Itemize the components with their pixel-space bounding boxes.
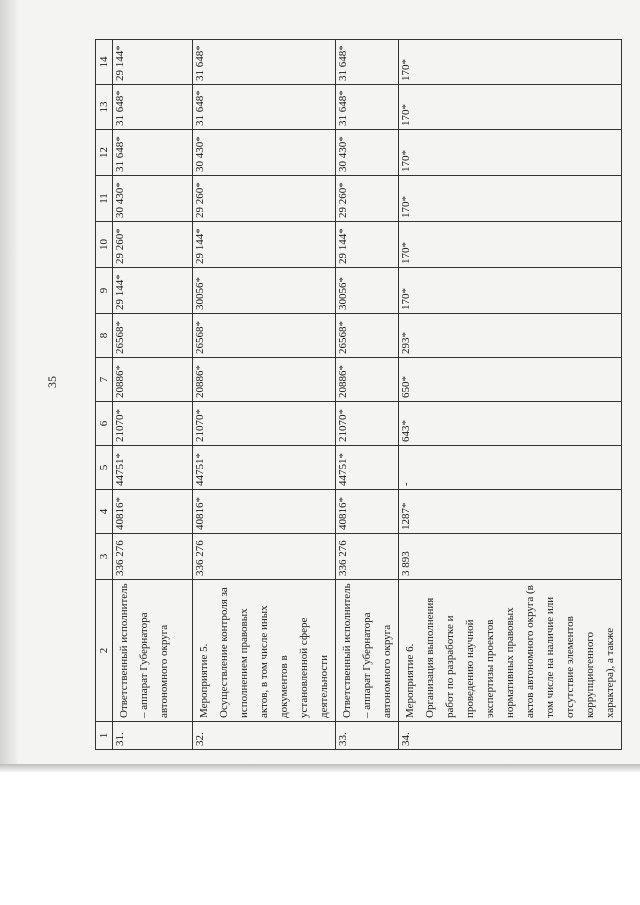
value-cell: 336 276 <box>113 534 193 580</box>
value-cell: 31 648* <box>336 40 399 85</box>
header-cell: 5 <box>96 446 113 490</box>
value-cell: 650* <box>399 358 622 402</box>
header-cell: 8 <box>96 314 113 358</box>
value-cell: 29 260* <box>336 176 399 222</box>
value-cell: 21070* <box>336 402 399 446</box>
header-cell: 11 <box>96 176 113 222</box>
value-cell: 31 648* <box>113 85 193 130</box>
value-cell: 643* <box>399 402 622 446</box>
value-cell: 44751* <box>113 446 193 490</box>
value-cell: 30056* <box>193 268 336 314</box>
value-cell: 21070* <box>193 402 336 446</box>
table-row <box>113 40 193 750</box>
value-cell: 31 648* <box>193 85 336 130</box>
value-cell: 170* <box>399 40 622 85</box>
value-cell: 30 430* <box>336 130 399 176</box>
header-cell: 4 <box>96 490 113 534</box>
header-cell: 7 <box>96 358 113 402</box>
value-cell: 40816* <box>336 490 399 534</box>
header-cell: 10 <box>96 222 113 268</box>
row-id: 32. <box>193 722 336 750</box>
value-cell: 30 430* <box>193 130 336 176</box>
value-cell: 29 144* <box>336 222 399 268</box>
value-cell: 170* <box>399 130 622 176</box>
row-description: Мероприятие 6. Организация выполнения работ по разработке и проведению научной экспертизы проектов нормативных правовых актов автономного округа (в том числе на наличие или отсутствие элементов коррупциогенного характера), а также <box>399 580 622 722</box>
header-cell: 13 <box>96 85 113 130</box>
value-cell: 29 260* <box>113 222 193 268</box>
page-number: 35 <box>45 376 59 388</box>
value-cell: 29 260* <box>193 176 336 222</box>
value-cell: 40816* <box>193 490 336 534</box>
value-cell: 20886* <box>113 358 193 402</box>
row-id: 34. <box>399 722 622 750</box>
value-cell: 30 430* <box>113 176 193 222</box>
value-cell: 170* <box>399 85 622 130</box>
table-row <box>336 40 399 750</box>
value-cell: 26568* <box>113 314 193 358</box>
row-description: Ответственный исполнитель – аппарат Губернатора автономного округа <box>113 580 193 722</box>
scan-bottom-edge <box>0 764 640 772</box>
program-table <box>95 39 622 750</box>
header-cell: 14 <box>96 40 113 85</box>
table-header-row <box>96 40 113 750</box>
blank-margin <box>0 772 640 905</box>
row-id: 33. <box>336 722 399 750</box>
header-cell: 6 <box>96 402 113 446</box>
row-description: Ответственный исполнитель – аппарат Губернатора автономного округа <box>336 580 399 722</box>
row-description: Мероприятие 5. Осуществление контроля за исполнением правовых актов, в том числе иных документов в установленной сфере деятельности <box>193 580 336 722</box>
value-cell: 30056* <box>336 268 399 314</box>
value-cell: 170* <box>399 176 622 222</box>
value-cell: 1287* <box>399 490 622 534</box>
value-cell: 26568* <box>336 314 399 358</box>
value-cell: 336 276 <box>193 534 336 580</box>
scan-edge <box>0 0 18 770</box>
value-cell: 3 893 <box>399 534 622 580</box>
value-cell: 29 144* <box>193 222 336 268</box>
value-cell: 26568* <box>193 314 336 358</box>
value-cell: 170* <box>399 268 622 314</box>
value-cell: 31 648* <box>113 130 193 176</box>
value-cell: - <box>399 446 622 490</box>
value-cell: 21070* <box>113 402 193 446</box>
rotated-table-wrapper <box>95 40 616 750</box>
value-cell: 40816* <box>113 490 193 534</box>
value-cell: 31 648* <box>193 40 336 85</box>
header-cell: 1 <box>96 722 113 750</box>
value-cell: 293* <box>399 314 622 358</box>
header-cell: 3 <box>96 534 113 580</box>
header-cell: 2 <box>96 580 113 722</box>
table-row <box>193 40 336 750</box>
header-cell: 9 <box>96 268 113 314</box>
table-row <box>399 40 622 750</box>
value-cell: 170* <box>399 222 622 268</box>
value-cell: 336 276 <box>336 534 399 580</box>
header-cell: 12 <box>96 130 113 176</box>
value-cell: 31 648* <box>336 85 399 130</box>
value-cell: 20886* <box>193 358 336 402</box>
value-cell: 20886* <box>336 358 399 402</box>
row-id: 31. <box>113 722 193 750</box>
value-cell: 29 144* <box>113 268 193 314</box>
value-cell: 44751* <box>336 446 399 490</box>
value-cell: 44751* <box>193 446 336 490</box>
value-cell: 29 144* <box>113 40 193 85</box>
